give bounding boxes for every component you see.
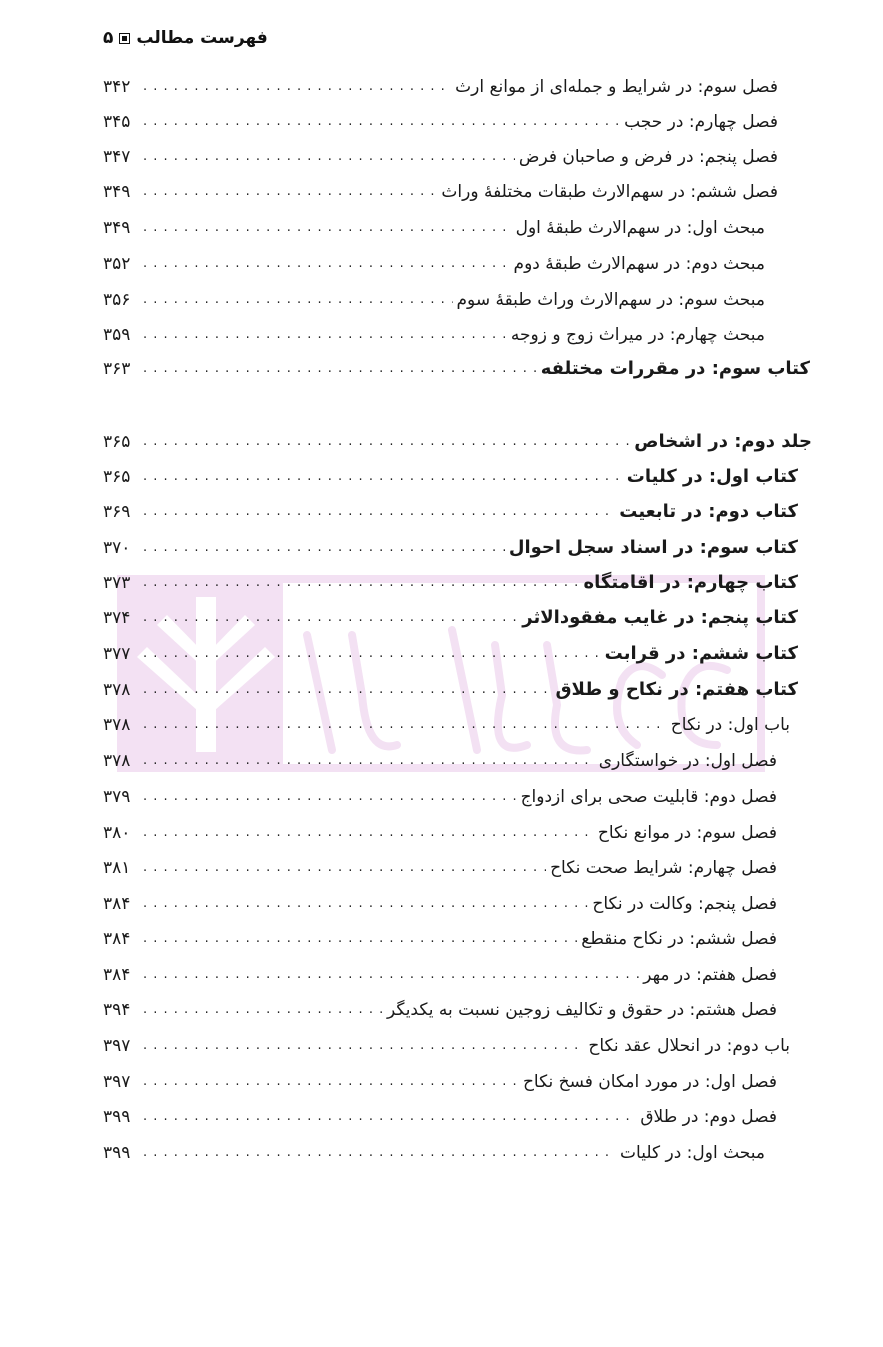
toc-entry-ketab[interactable] xyxy=(103,462,798,492)
toc-entry-page: ۳۶۳ xyxy=(103,359,131,379)
dot-leader xyxy=(143,72,451,102)
toc-entry-page: ۳۹۷ xyxy=(103,1036,131,1056)
toc-entry-title: فصل هفتم: در مهر xyxy=(643,965,777,985)
dot-leader xyxy=(143,995,383,1025)
toc-entry-page: ۳۷۸ xyxy=(103,715,131,735)
toc-entry-fasl[interactable] xyxy=(103,1102,777,1132)
toc-entry-title: مبحث سوم: در سهم‌الارث وراث طبقهٔ سوم xyxy=(456,290,765,310)
toc-entry-title: فصل چهارم: در حجب xyxy=(624,112,778,132)
toc-entry-page: ۳۹۹ xyxy=(103,1107,131,1127)
toc-entry-fasl[interactable] xyxy=(103,177,778,207)
toc-entry-title: فصل دوم: در طلاق xyxy=(640,1107,777,1127)
toc-entry-title: باب دوم: در انحلال عقد نکاح xyxy=(588,1036,790,1056)
toc-entry-ketab[interactable] xyxy=(103,603,798,633)
toc-entry-title: فصل ششم: در نکاح منقطع xyxy=(581,929,777,949)
dot-leader xyxy=(143,746,595,776)
dot-leader xyxy=(143,1067,519,1097)
toc-entry-jeld[interactable] xyxy=(103,427,812,457)
toc-entry-bab[interactable] xyxy=(103,710,790,740)
toc-entry-fasl[interactable] xyxy=(103,818,777,848)
dot-leader xyxy=(143,1138,616,1168)
toc-entry-page: ۳۷۳ xyxy=(103,573,131,593)
toc-entry-fasl[interactable] xyxy=(103,782,777,812)
toc-entry-title: فصل سوم: در موانع نکاح xyxy=(597,823,777,843)
header-page-number: ۵ xyxy=(103,28,114,48)
toc-entry-page: ۳۶۵ xyxy=(103,432,131,452)
dot-leader xyxy=(143,568,580,598)
toc-entry-page: ۳۴۲ xyxy=(103,77,131,97)
toc-entry-title: کتاب پنجم: در غایب مفقودالاثر xyxy=(522,607,798,628)
toc-entry-title: کتاب سوم: در اسناد سجل احوال xyxy=(508,537,798,558)
toc-entry-fasl[interactable] xyxy=(103,960,777,990)
dot-leader xyxy=(143,960,639,990)
toc-entry-ketab[interactable] xyxy=(103,497,798,527)
toc-entry-page: ۳۵۶ xyxy=(103,290,131,310)
toc-entry-page: ۳۸۱ xyxy=(103,858,131,878)
dot-leader xyxy=(143,177,437,207)
toc-entry-ketab[interactable] xyxy=(103,639,798,669)
toc-entry-page: ۳۷۰ xyxy=(103,538,131,558)
dot-leader xyxy=(143,603,518,633)
toc-entry-ketab[interactable] xyxy=(103,354,810,384)
toc-entry-page: ۳۶۹ xyxy=(103,502,131,522)
toc-entry-page: ۳۴۹ xyxy=(103,218,131,238)
toc-entry-title: کتاب چهارم: در اقامتگاه xyxy=(583,572,798,593)
dot-leader xyxy=(143,427,630,457)
toc-entry-fasl[interactable] xyxy=(103,995,777,1025)
toc-entry-title: فصل اول: در خواستگاری xyxy=(598,751,777,771)
toc-entry-title: فصل ششم: در سهم‌الارث طبقات مختلفهٔ وراث xyxy=(441,182,778,202)
toc-entry-page: ۳۸۴ xyxy=(103,965,131,985)
toc-entry-title: فصل سوم: در شرایط و جمله‌ای از موانع ارث xyxy=(455,77,778,97)
toc-entry-page: ۳۴۵ xyxy=(103,112,131,132)
toc-entry-ketab[interactable] xyxy=(103,568,798,598)
toc-entry-title: فصل چهارم: شرایط صحت نکاح xyxy=(550,858,777,878)
toc-entry-fasl[interactable] xyxy=(103,889,777,919)
toc-entry-title: باب اول: در نکاح xyxy=(670,715,790,735)
toc-entry-page: ۳۷۴ xyxy=(103,608,131,628)
toc-entry-fasl[interactable] xyxy=(103,107,778,137)
toc-entry-title: فصل پنجم: در فرض و صاحبان فرض xyxy=(518,147,778,167)
dot-leader xyxy=(143,497,615,527)
header-title: فهرست مطالب xyxy=(136,28,268,48)
toc-entry-page: ۳۴۹ xyxy=(103,182,131,202)
toc-entry-page: ۳۸۴ xyxy=(103,929,131,949)
toc-entry-title: کتاب ششم: در قرابت xyxy=(604,643,798,664)
dot-leader xyxy=(143,249,510,279)
dot-leader xyxy=(143,924,577,954)
toc-entry-title: فصل پنجم: وکالت در نکاح xyxy=(592,894,777,914)
toc-entry-page: ۳۷۸ xyxy=(103,751,131,771)
toc-entry-page: ۳۷۷ xyxy=(103,644,131,664)
toc-entry-title: مبحث اول: در کلیات xyxy=(620,1143,765,1163)
toc-entry-title: کتاب اول: در کلیات xyxy=(626,466,798,487)
toc-entry-page: ۳۷۸ xyxy=(103,680,131,700)
toc-entry-fasl[interactable] xyxy=(103,72,778,102)
toc-entry-fasl[interactable] xyxy=(103,853,777,883)
dot-leader xyxy=(143,853,546,883)
dot-leader xyxy=(143,639,601,669)
dot-leader xyxy=(143,710,667,740)
toc-entry-ketab[interactable] xyxy=(103,533,798,563)
dot-leader xyxy=(143,1031,584,1061)
toc-entry-page: ۳۵۲ xyxy=(103,254,131,274)
toc-entry-bab[interactable] xyxy=(103,1031,790,1061)
toc-entry-title: فصل هشتم: در حقوق و تکالیف زوجین نسبت به یکدیگر xyxy=(386,1000,777,1020)
toc-entry-mabhas[interactable] xyxy=(103,285,765,315)
toc-entry-fasl[interactable] xyxy=(103,746,777,776)
running-header xyxy=(103,28,268,48)
dot-leader xyxy=(143,142,515,172)
dot-leader xyxy=(143,285,453,315)
toc-entry-page: ۳۶۵ xyxy=(103,467,131,487)
toc-entry-page: ۳۹۷ xyxy=(103,1072,131,1092)
dot-leader xyxy=(143,1102,636,1132)
toc-entry-page: ۳۹۹ xyxy=(103,1143,131,1163)
toc-entry-fasl[interactable] xyxy=(103,1067,777,1097)
toc-entry-fasl[interactable] xyxy=(103,142,778,172)
toc-entry-page: ۳۸۴ xyxy=(103,894,131,914)
dot-leader xyxy=(143,213,512,243)
toc-entry-title: کتاب دوم: در تابعیت xyxy=(619,501,798,522)
toc-entry-title: کتاب هفتم: در نکاح و طلاق xyxy=(555,679,798,700)
toc-entry-title: مبحث دوم: در سهم‌الارث طبقهٔ دوم xyxy=(513,254,765,274)
square-bullet-icon xyxy=(119,33,130,44)
dot-leader xyxy=(143,675,551,705)
dot-leader xyxy=(143,818,594,848)
toc-entry-title: فصل اول: در مورد امکان فسخ نکاح xyxy=(522,1072,777,1092)
toc-entry-page: ۳۷۹ xyxy=(103,787,131,807)
toc-entry-mabhas[interactable] xyxy=(103,213,765,243)
dot-leader xyxy=(143,533,505,563)
dot-leader xyxy=(143,354,537,384)
toc-entry-page: ۳۵۹ xyxy=(103,325,131,345)
toc-entry-mabhas[interactable] xyxy=(103,320,765,350)
dot-leader xyxy=(143,107,620,137)
toc-entry-page: ۳۴۷ xyxy=(103,147,131,167)
toc-entry-page: ۳۹۴ xyxy=(103,1000,131,1020)
toc-entry-ketab[interactable] xyxy=(103,675,798,705)
toc-entry-title: مبحث اول: در سهم‌الارث طبقهٔ اول xyxy=(515,218,765,238)
toc-entry-title: مبحث چهارم: در میراث زوج و زوجه xyxy=(510,325,765,345)
toc-entry-mabhas[interactable] xyxy=(103,1138,765,1168)
toc-entry-page: ۳۸۰ xyxy=(103,823,131,843)
dot-leader xyxy=(143,782,517,812)
dot-leader xyxy=(143,462,623,492)
toc-entry-fasl[interactable] xyxy=(103,924,777,954)
dot-leader xyxy=(143,320,507,350)
dot-leader xyxy=(143,889,588,919)
toc-entry-title: فصل دوم: قابلیت صحی برای ازدواج xyxy=(520,787,777,807)
toc-entry-title: جلد دوم: در اشخاص xyxy=(634,431,812,452)
toc-entry-title: کتاب سوم: در مقررات مختلفه xyxy=(540,358,810,379)
toc-entry-mabhas[interactable] xyxy=(103,249,765,279)
